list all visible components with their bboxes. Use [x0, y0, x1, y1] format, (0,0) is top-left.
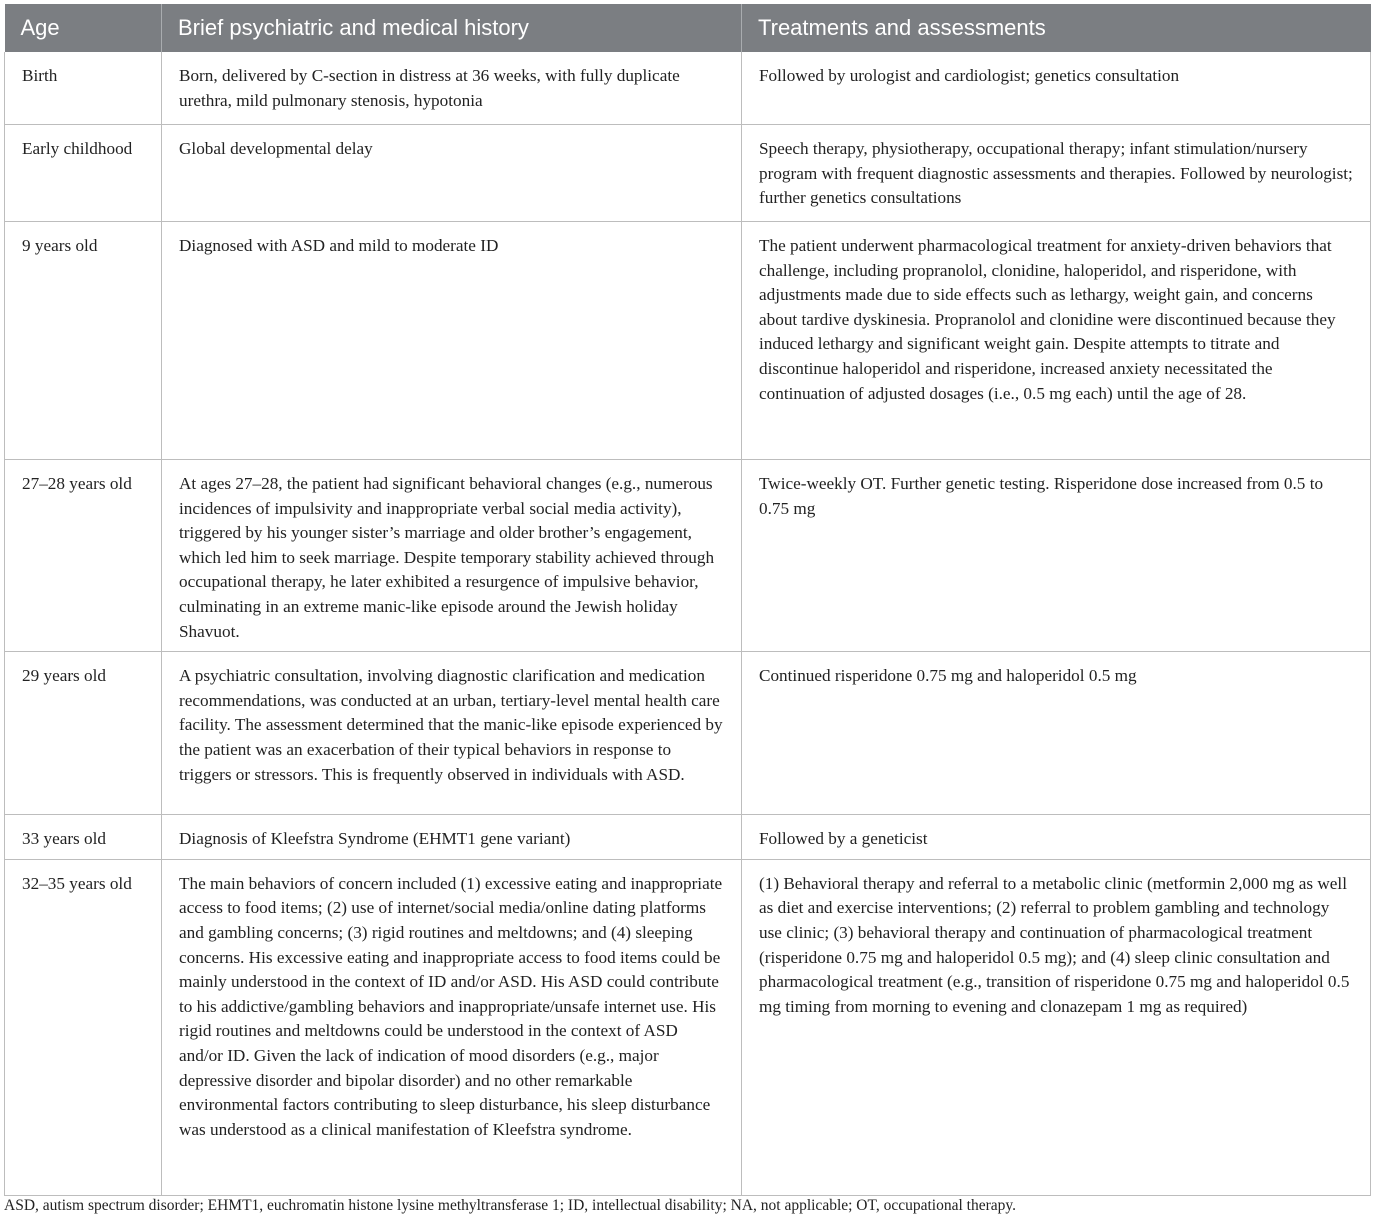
table-row: [5, 815, 1371, 860]
cell-treatments: Continued risperidone 0.75 mg and haloperidol 0.5 mg: [742, 652, 1371, 815]
header-treatments: Treatments and assessments: [742, 4, 1371, 52]
history-table-container: [4, 4, 1370, 1196]
cell-history: At ages 27–28, the patient had significant behavioral changes (e.g., numerous incidences of impulsivity and inappropriate verbal social media activity), triggered by his younger sister’s marriage and older brother’s engagement, which led him to seek marriage. Despite temporary stability achieved through occupational therapy, he later exhibited a resurgence of impulsive behavior, culminating in an extreme manic-like episode around the Jewish holiday Shavuot.: [162, 460, 742, 652]
table-row: [5, 652, 1371, 815]
cell-age: 33 years old: [5, 815, 162, 860]
table-row: [5, 52, 1371, 125]
header-history: Brief psychiatric and medical history: [162, 4, 742, 52]
cell-treatments: (1) Behavioral therapy and referral to a metabolic clinic (metformin 2,000 mg as well as diet and exercise interventions; (2) referral to problem gambling and technology use clinic; (3) behavioral therapy and continuation of pharmacological treatment (risperidone 0.75 mg and haloperidol 0.5 mg); and (4) sleep clinic consultation and pharmacological treatment (e.g., transition of risperidone 0.75 mg and haloperidol 0.5 mg timing from morning to evening and clonazepam 1 mg as required): [742, 859, 1371, 1195]
header-age: Age: [5, 4, 162, 52]
cell-history: Born, delivered by C-section in distress at 36 weeks, with fully duplicate urethra, mild pulmonary stenosis, hypotonia: [162, 52, 742, 125]
cell-history: Diagnosed with ASD and mild to moderate ID: [162, 222, 742, 460]
table-body: [5, 52, 1371, 1195]
history-table: [4, 4, 1371, 1196]
cell-treatments: Speech therapy, physiotherapy, occupational therapy; infant stimulation/nursery program with frequent diagnostic assessments and therapies. Followed by neurologist; further genetics consultations: [742, 125, 1371, 222]
cell-history: A psychiatric consultation, involving diagnostic clarification and medication recommendations, was conducted at an urban, tertiary-level mental health care facility. The assessment determined that the manic-like episode experienced by the patient was an exacerbation of their typical behaviors in response to triggers or stressors. This is frequently observed in individuals with ASD.: [162, 652, 742, 815]
header-row: [5, 4, 1371, 52]
cell-treatments: The patient underwent pharmacological treatment for anxiety-driven behaviors that challenge, including propranolol, clonidine, haloperidol, and risperidone, with adjustments made due to side effects such as lethargy, weight gain, and concerns about tardive dyskinesia. Propranolol and clonidine were discontinued because they induced lethargy and significant weight gain. Despite attempts to titrate and discontinue haloperidol and risperidone, increased anxiety necessitated the continuation of adjusted dosages (i.e., 0.5 mg each) until the age of 28.: [742, 222, 1371, 460]
cell-treatments: Twice-weekly OT. Further genetic testing. Risperidone dose increased from 0.5 to 0.75 mg: [742, 460, 1371, 652]
cell-history: Global developmental delay: [162, 125, 742, 222]
table-row: [5, 859, 1371, 1195]
table-footnote: ASD, autism spectrum disorder; EHMT1, euchromatin histone lysine methyltransferase 1; ID, intellectual disability; NA, not applicable; OT, occupational therapy.: [4, 1197, 1016, 1214]
cell-age: 9 years old: [5, 222, 162, 460]
cell-age: 29 years old: [5, 652, 162, 815]
cell-age: 27–28 years old: [5, 460, 162, 652]
cell-history: Diagnosis of Kleefstra Syndrome (EHMT1 gene variant): [162, 815, 742, 860]
cell-age: 32–35 years old: [5, 859, 162, 1195]
cell-treatments: Followed by a geneticist: [742, 815, 1371, 860]
table-row: [5, 125, 1371, 222]
cell-history: The main behaviors of concern included (1) excessive eating and inappropriate access to food items; (2) use of internet/social media/online dating platforms and gambling concerns; (3) rigid routines and meltdowns; and (4) sleeping concerns. His excessive eating and inappropriate access to food items could be mainly understood in the context of ID and/or ASD. His ASD could contribute to his addictive/gambling behaviors and inappropriate/unsafe internet use. His rigid routines and meltdowns could be understood in the context of ASD and/or ID. Given the lack of indication of mood disorders (e.g., major depressive disorder and bipolar disorder) and no other remarkable environmental factors contributing to sleep disturbance, his sleep disturbance was understood as a clinical manifestation of Kleefstra syndrome.: [162, 859, 742, 1195]
cell-age: Early childhood: [5, 125, 162, 222]
table-row: [5, 460, 1371, 652]
cell-age: Birth: [5, 52, 162, 125]
table-row: [5, 222, 1371, 460]
table-header: [5, 4, 1371, 52]
cell-treatments: Followed by urologist and cardiologist; genetics consultation: [742, 52, 1371, 125]
